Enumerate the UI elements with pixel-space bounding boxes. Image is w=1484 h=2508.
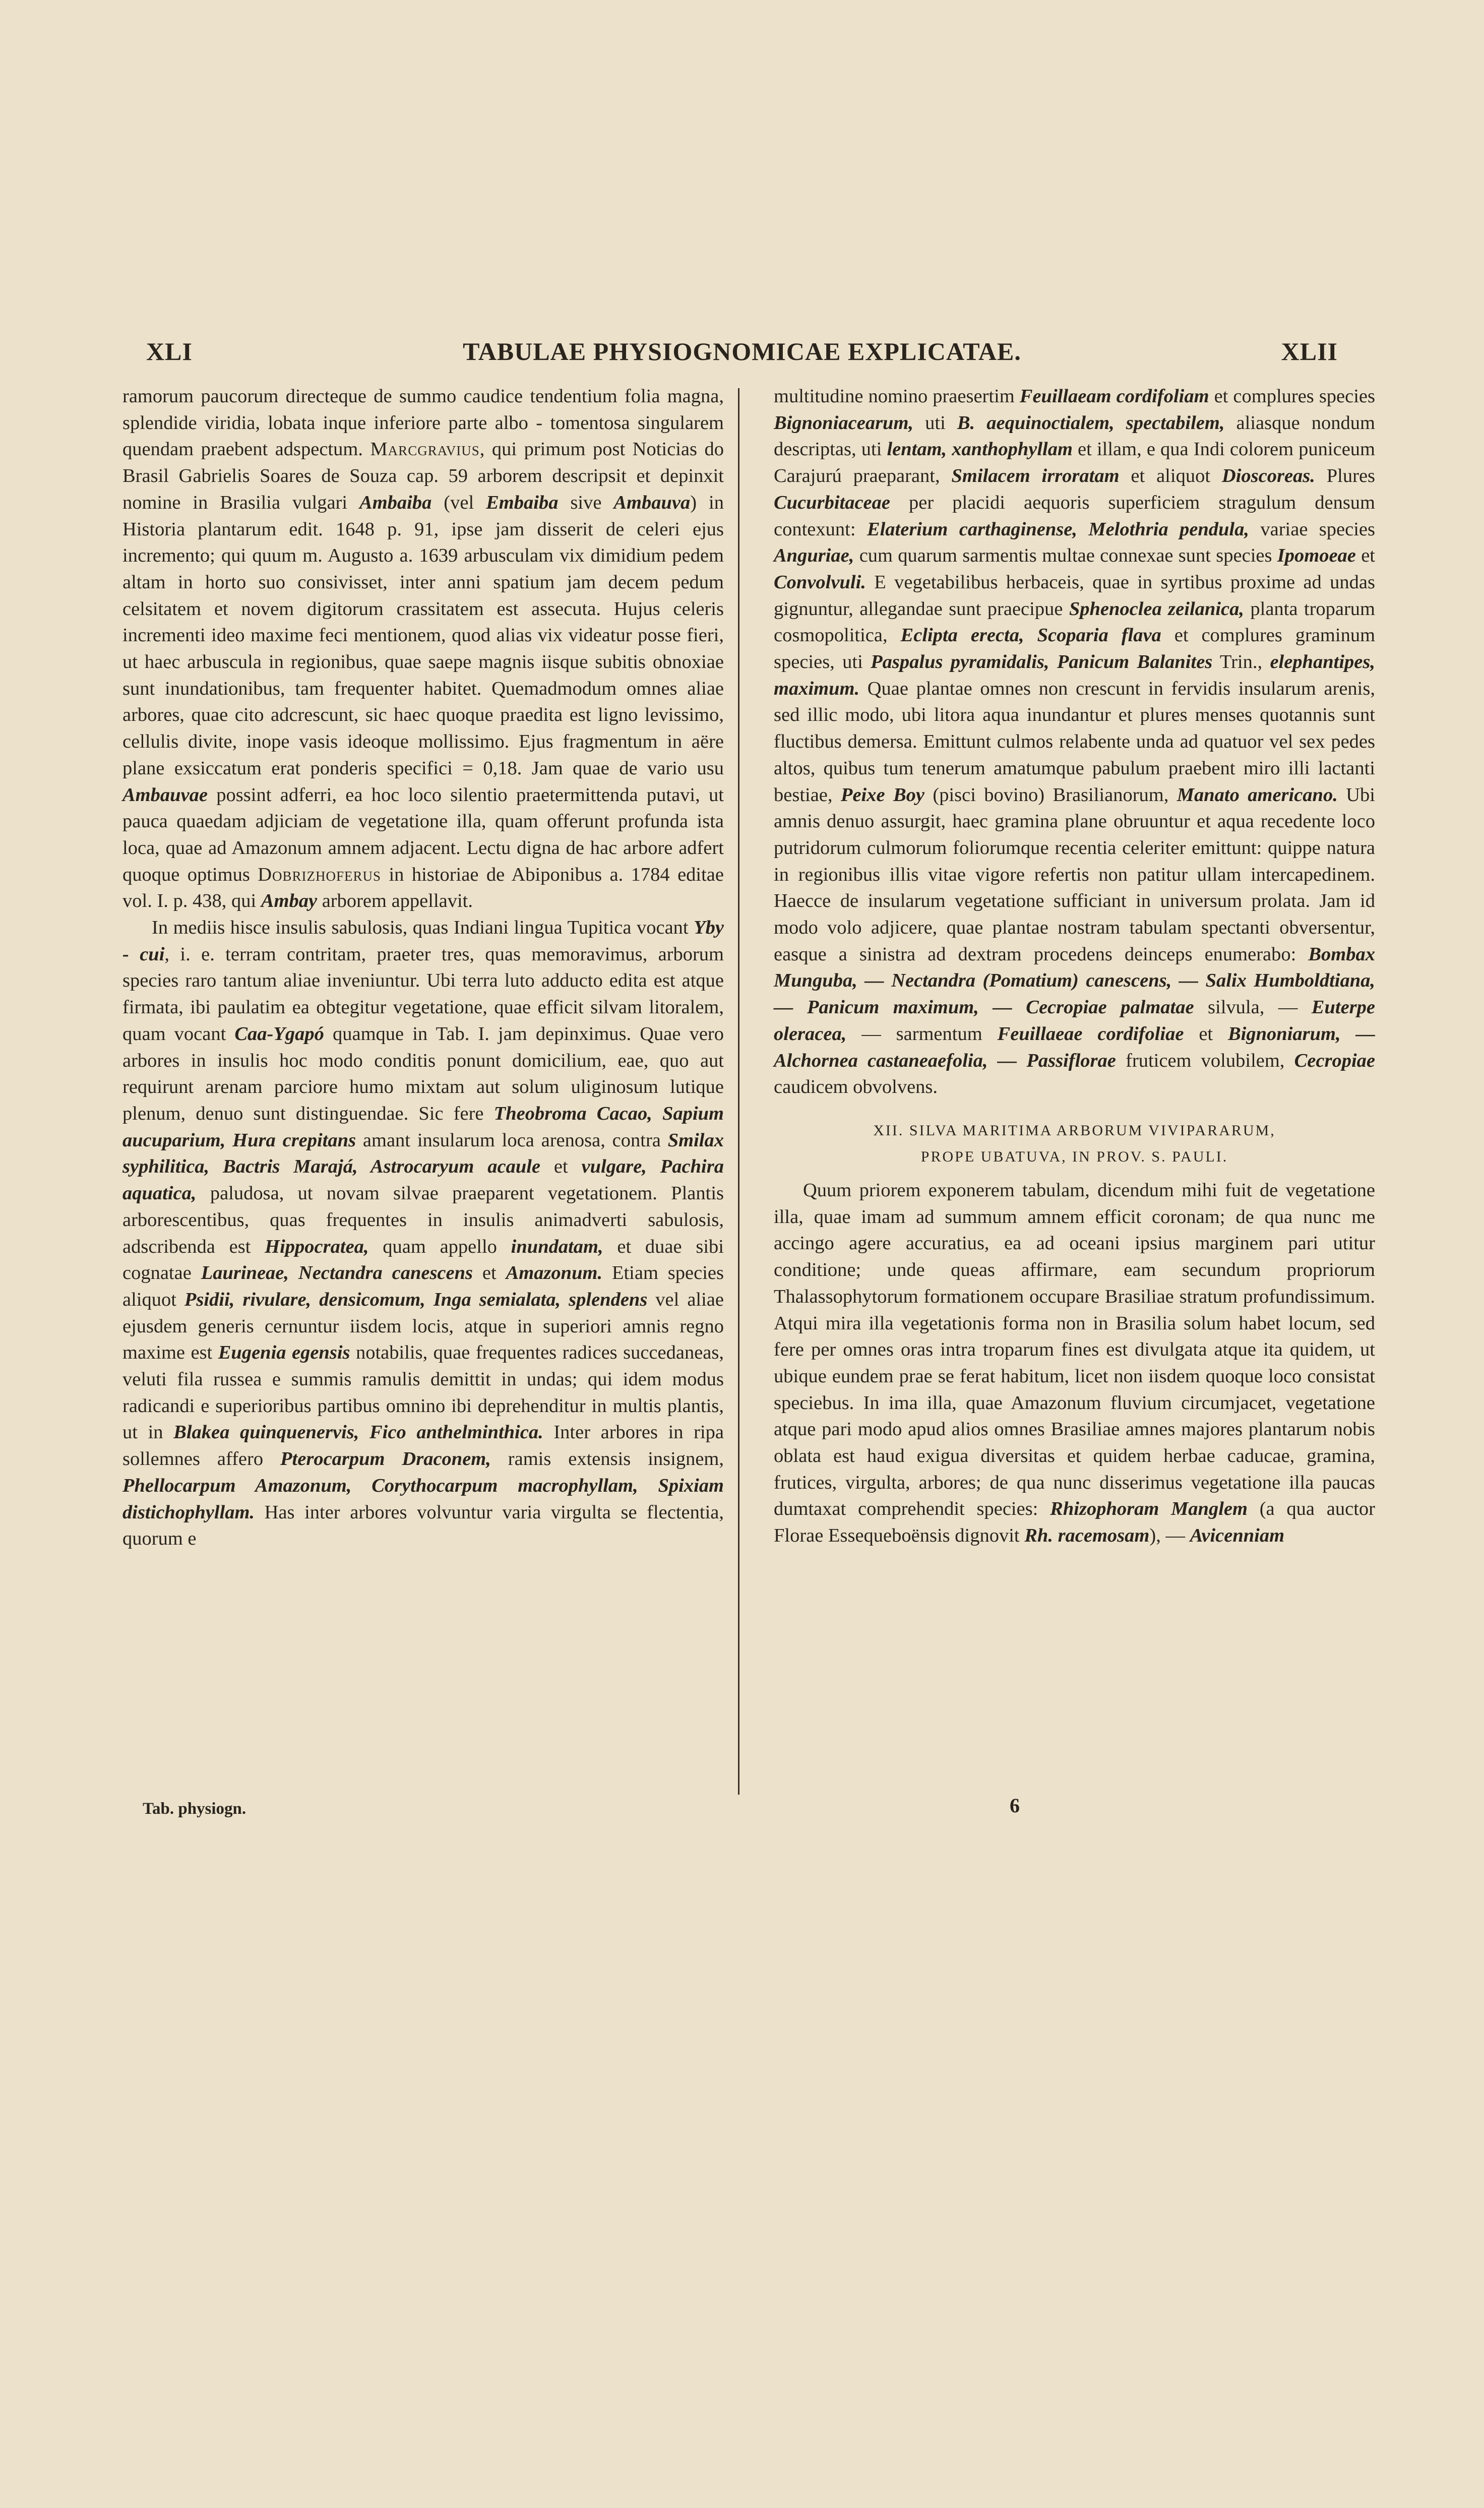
italic-term: Bignoniacearum, — [774, 412, 914, 434]
italic-term: Blakea quinquenervis, Fico anthelminthica. — [173, 1422, 543, 1443]
text-run: , qui primum post Noticias do Brasil Gabrielis Soares de Souza cap. 59 arborem descripsit et depinxit nomine in Brasilia vulgari — [122, 439, 724, 513]
italic-term: Eclipta erecta, Scoparia flava — [900, 625, 1161, 646]
italic-term: Caa-Ygapó — [234, 1023, 324, 1045]
text-run: Has inter arbores volvuntur varia virgulta se flectentia, quorum e — [122, 1501, 724, 1550]
text-run: cum quarum sarmentis multae connexae sunt species — [854, 545, 1277, 567]
italic-term: Sphenoclea zeilanica, — [1069, 598, 1244, 620]
text-run: et complures graminum species, uti — [774, 625, 1376, 673]
italic-term: Feuillaeae cordifoliae — [997, 1023, 1184, 1045]
italic-term: Ambay — [261, 890, 318, 912]
italic-term: Amazonum. — [506, 1262, 603, 1284]
paragraph — [774, 1177, 1375, 1549]
text-run: et illam, e qua Indi colorem puniceum Carajurú praeparant, — [774, 439, 1375, 487]
italic-term: Embaiba — [486, 492, 559, 513]
italic-term: Paspalus pyramidalis, Panicum Balanites — [871, 651, 1213, 673]
italic-term: inundatam, — [511, 1236, 603, 1257]
signature-mark: Tab. physiogn. — [143, 1800, 246, 1818]
text-run: Quum priorem exponerem tabulam, dicendum mihi fuit de vegetatione illa, quae imam ad summum amnem efficit coronam; de qua nunc me accingo agere accuratius, ea ad oceani ipsius marginem pari utitur conditione; unde queas affirmare, eam secundum propriorum Thalassophytorum formationem occupare Brasiliae stratum profundissimum. Atqui mira illa vegetationis forma non in Brasilia solum habet locum, sed fere per omnes oras intra troparum fines est divulgata atque ita quidem, ut ubique eundem prae se ferat habitum, licet non iisdem quoque loco consistat speciebus. In ima illa, quae Amazonum fluvium circumjacet, vegetatione atque pari modo apud alios omnes Brasiliae amnes majores plantarum nobis oblata est haud exigua diversitas et quidem herbae caducae, gramina, frutices, virgulta, arbores; de qua nunc disserimus vegetatione illa paucas dumtaxat comprehendit species: — [774, 1179, 1375, 1520]
text-run: notabilis, quae frequentes radices succedaneas, veluti fila russea e summis ramulis demittit in undas; qui idem modus radicandi e superioribus partibus omnino ibi deprehenditur in multis plantis, ut in — [122, 1342, 724, 1443]
right-column — [774, 383, 1375, 1549]
section-heading-line: PROPE UBATUVA, IN PROV. S. PAULI. — [920, 1148, 1228, 1165]
text-run: planta troparum cosmopolitica, — [774, 598, 1375, 646]
section-heading — [774, 1118, 1375, 1170]
text-run: silvula, — — [1194, 997, 1312, 1018]
left-column — [122, 383, 724, 1552]
text-run: sive — [558, 492, 614, 513]
text-run: vel aliae ejusdem generis cernuntur iisdem locis, atque in superiori amnis regno maxime est — [122, 1289, 724, 1364]
italic-term: Smilacem irroratam — [951, 465, 1120, 487]
running-header — [0, 337, 1484, 377]
text-run: Etiam species aliquot — [122, 1262, 724, 1310]
text-run: , i. e. terram contritam, praeter tres, quas memoravimus, arborum species raro tantum aliae inveniuntur. Ubi terra luto adducto edita est atque firmata, ibi paulatim ea obtegitur vegetatione, quae efficit silvam litoralem, quam vocant — [122, 943, 724, 1045]
italic-term: Cecropiae — [1294, 1050, 1375, 1071]
italic-term: Dioscoreas. — [1221, 465, 1315, 487]
italic-term: Anguriae, — [774, 545, 854, 567]
italic-term: Euterpe oleracea, — [774, 997, 1375, 1045]
text-run: arborem appellavit. — [317, 890, 473, 912]
column-divider — [738, 388, 739, 1795]
text-run: multitudine nomino praesertim — [774, 386, 1020, 407]
italic-term: Avicenniam — [1190, 1525, 1285, 1547]
italic-term: Psidii, rivulare, densicomum, Inga semialata, splendens — [184, 1289, 648, 1310]
text-run: Plures — [1315, 465, 1376, 487]
italic-term: Eugenia egensis — [218, 1342, 350, 1364]
signature-number: 6 — [1010, 1794, 1020, 1817]
text-run: ) in Historia plantarum edit. 1648 p. 91, ipse jam disserit de celeri ejus incremento; qui quum m. Augusto a. 1639 arbusculam vix dimidium pedem altam in horto suo consivisset, inter anni spatium jam decem pedum celsitatem et novem digitorum crassitatem est assecuta. Hujus celeris incrementi ideo maxime feci mentionem, quod alias vix videatur posse fieri, ut haec arbuscula in regionibus, quae saepe magnis iisque subitis obnoxiae sunt inundationibus, tam frequenter habitet. Quemadmodum omnes aliae arbores, quae cito adcrescunt, sic haec quoque praedita est ligno levissimo, cellulis divite, inope vasis ideoque mollissimo. Ejus fragmentum in aëre plane exsiccatum erat ponderis specifici = 0,18. Jam quae de vario usu — [122, 492, 724, 779]
running-title: TABULAE PHYSIOGNOMICAE EXPLICATAE. — [463, 337, 1021, 365]
page-label-right: XLII — [1281, 337, 1338, 365]
text-run: per placidi aequoris superficiem stragulum densum contexunt: — [774, 492, 1375, 540]
italic-term: Hippocratea, — [265, 1236, 369, 1257]
italic-term: Laurineae, Nectandra canescens — [201, 1262, 473, 1284]
italic-term: Theobroma Cacao, Sapium aucuparium, Hura crepitans — [122, 1103, 724, 1151]
text-run: — sarmentum — [846, 1023, 998, 1045]
italic-term: Pterocarpum Draconem, — [280, 1448, 491, 1470]
text-run: et — [540, 1156, 582, 1178]
italic-term: lentam, xanthophyllam — [887, 439, 1073, 460]
text-run: caudicem obvolvens. — [774, 1076, 938, 1098]
text-run: (vel — [431, 492, 486, 513]
italic-term: Bignoniarum, — Alchornea castaneaefolia, — Passiflorae — [774, 1023, 1375, 1071]
text-run: in historiae de Abiponibus a. 1784 editae vol. I. p. 438, qui — [122, 864, 724, 912]
text-run: E vegetabilibus herbaceis, quae in syrtibus proxime ad undas gignuntur, allegandae sunt praecipue — [774, 571, 1375, 620]
text-run: et — [1355, 545, 1375, 567]
italic-term: Smilax syphilitica, Bactris Marajá, Astrocaryum acaule — [122, 1129, 724, 1178]
text-run: (pisci bovino) Brasilianorum, — [924, 784, 1177, 806]
italic-term: Phellocarpum Amazonum, Corythocarpum macrophyllam, Spixiam distichophyllam. — [122, 1475, 724, 1523]
italic-term: Rh. racemosam — [1024, 1525, 1150, 1547]
text-run: amant insularum loca arenosa, contra — [356, 1129, 668, 1151]
italic-term: Feuillaeam cordifoliam — [1019, 386, 1209, 407]
italic-term: B. aequinoctialem, spectabilem, — [957, 412, 1225, 434]
paragraph — [122, 383, 724, 914]
italic-term: Manato americano. — [1177, 784, 1338, 806]
italic-term: Ambaiba — [359, 492, 432, 513]
italic-term: elephantipes, maximum. — [774, 651, 1375, 699]
text-run: ), — — [1149, 1525, 1190, 1547]
paragraph — [122, 914, 724, 1552]
author-name: Dobrizhoferus — [258, 864, 382, 885]
text-run: quam appello — [368, 1236, 511, 1257]
text-run: aliasque nondum descriptas, uti — [774, 412, 1375, 460]
text-run: Quae plantae omnes non crescunt in fervidis insularum arenis, sed illic modo, ubi litora aqua inundantur et plures menses quotannis sunt fluctibus demersa. Emittunt culmos relabente unda ad quatuor vel sex pedes altos, quibus tum tenerum amatumque pabulum praebent miro illi lactanti bestiae, — [774, 678, 1375, 806]
text-run: et duae sibi cognatae — [122, 1236, 724, 1284]
text-run: Inter arbores in ripa sollemnes affero — [122, 1422, 724, 1470]
italic-term: Elaterium carthaginense, Melothria pendula, — [867, 518, 1250, 540]
text-run: et — [473, 1262, 506, 1284]
text-run: paludosa, ut novam silvae praeparent vegetationem. Plantis arborescentibus, quas frequentes in insulis animadverti sabulosis, adscribenda est — [122, 1183, 724, 1257]
page-label-left: XLI — [146, 337, 193, 365]
text-run: Ubi amnis denuo assurgit, haec gramina plane obruuntur et aqua recedente loco putridorum culmorum foliorumque recentia celeriter emittunt: quippe natura in regionibus illis vitae vigore refertis non patitur ullam intercapedinem. Haecce de insularum vegetatione sufficiant in universum prolata. Jam id modo volo adjicere, quae plantae nostram tabulam spectanti obversentur, easque a sinistra ad dextram procedens deinceps enumerabo: — [774, 784, 1375, 965]
italic-term: Cucurbitaceae — [774, 492, 890, 513]
text-run: et — [1184, 1023, 1228, 1045]
text-run: fruticem volubilem, — [1116, 1050, 1294, 1071]
text-run: uti — [913, 412, 957, 434]
text-run: ramorum paucorum directeque de summo caudice tendentium folia magna, splendide viridia, lobata inque inferiore parte albo - tomentosa singularem quendam praebent adspectum. — [122, 386, 724, 460]
author-name: Marcgravius — [370, 439, 480, 460]
text-run: ramis extensis insignem, — [490, 1448, 724, 1470]
italic-term: Rhizophoram Manglem — [1050, 1498, 1248, 1520]
italic-term: vulgare, Pachira aquatica, — [122, 1156, 724, 1204]
text-run: et complures species — [1209, 386, 1376, 407]
text-run: quamque in Tab. I. jam depinximus. Quae vero arbores in insulis hoc modo conditis ponunt domicilium, eae, quo aut requirunt arenam parciore humo mixtam aut solum uliginosum lutique plenum, denuo sunt distinguendae. Sic fere — [122, 1023, 724, 1124]
italic-term: Yby - cui — [122, 917, 724, 965]
italic-term: Ambauva — [613, 492, 691, 513]
italic-term: Peixe Boy — [840, 784, 924, 806]
italic-term: Bombax Munguba, — Nectandra (Pomatium) canescens, — Salix Humboldtiana, — Panicum maximum, — Cecropiae palmatae — [774, 943, 1375, 1018]
text-run: In mediis hisce insulis sabulosis, quas Indiani lingua Tupitica vocant — [152, 917, 694, 939]
text-run: variae species — [1249, 518, 1375, 540]
text-run: et aliquot — [1119, 465, 1222, 487]
text-run: (a qua auctor Florae Essequeboënsis dignovit — [774, 1498, 1375, 1547]
italic-term: Ambauvae — [122, 784, 208, 806]
section-heading-line: XII. SILVA MARITIMA ARBORUM VIVIPARARUM, — [873, 1122, 1276, 1139]
text-run: possint adferri, ea hoc loco silentio praetermittenda putavi, ut pauca quaedam adjiciam de vegetatione illa, quam offerunt profunda ista loca, quae ad Amazonum amnem adjacent. Lectu digna de hac arbore adfert quoque optimus — [122, 784, 724, 885]
paragraph — [774, 383, 1375, 1100]
italic-term: Ipomoeae — [1277, 545, 1356, 567]
text-run: Trin., — [1212, 651, 1270, 673]
italic-term: Convolvuli. — [774, 571, 866, 593]
